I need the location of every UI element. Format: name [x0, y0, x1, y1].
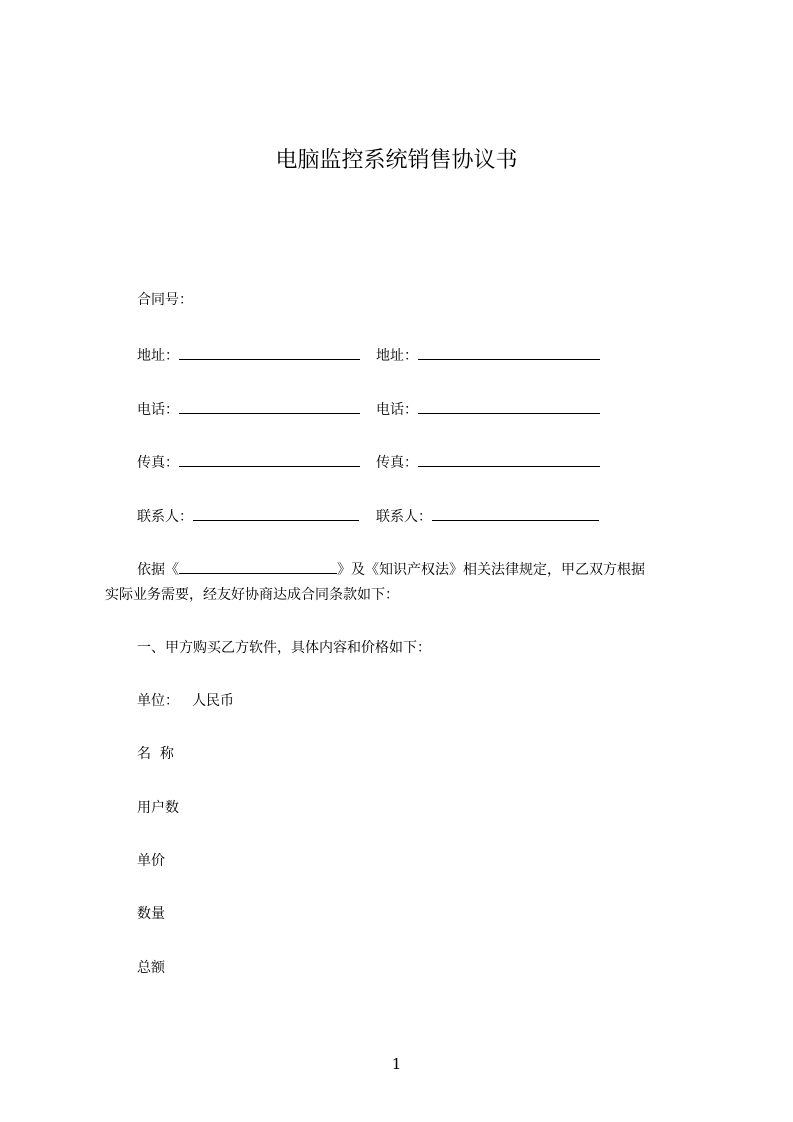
phone-line-b [376, 398, 600, 420]
document-title: 电脑监控系统销售协议书 [275, 148, 518, 173]
clause-one: 一、甲方购买乙方软件，具体内容和价格如下： [137, 640, 431, 656]
basis-paragraph-line1 [137, 558, 645, 580]
fax-line-b [376, 451, 600, 473]
unit-label: 单位： [137, 693, 179, 709]
contract-number-label: 合同号： [137, 292, 193, 308]
party-b-contact-blank[interactable] [432, 505, 599, 521]
party-a-fax-label: 传真： [137, 455, 179, 471]
item-name-label: 名 称 [137, 746, 174, 762]
party-b-contact-label: 联系人： [376, 509, 432, 525]
address-line [137, 344, 360, 366]
item-total-label: 总额 [137, 960, 165, 976]
party-b-fax-blank[interactable] [418, 451, 600, 467]
phone-line [137, 398, 360, 420]
item-users-label: 用户数 [137, 800, 179, 816]
unit-value: 人民币 [192, 693, 234, 709]
party-a-phone-label: 电话： [137, 402, 179, 418]
basis-paragraph-line2: 实际业务需要，经友好协商达成合同条款如下： [105, 587, 399, 603]
party-a-address-blank[interactable] [179, 344, 360, 360]
address-line-b [376, 344, 600, 366]
contact-line [137, 505, 359, 527]
party-b-phone-blank[interactable] [418, 398, 600, 414]
party-a-fax-blank[interactable] [179, 451, 360, 467]
party-b-address-label: 地址： [376, 348, 418, 364]
contact-line-b [376, 505, 599, 527]
party-a-address-label: 地址： [137, 348, 179, 364]
party-b-phone-label: 电话： [376, 402, 418, 418]
item-price-label: 单价 [137, 853, 165, 869]
party-a-contact-blank[interactable] [193, 505, 359, 521]
basis-law-blank[interactable] [179, 558, 337, 574]
basis-close-text: 》及《知识产权法》相关法律规定，甲乙双方根据 [337, 562, 645, 578]
unit-line [137, 691, 234, 711]
contract-number-line [137, 290, 193, 310]
party-a-contact-label: 联系人： [137, 509, 193, 525]
basis-open-text: 依据《 [137, 562, 179, 578]
party-b-fax-label: 传真： [376, 455, 418, 471]
party-a-phone-blank[interactable] [179, 398, 360, 414]
fax-line [137, 451, 360, 473]
item-quantity-label: 数量 [137, 906, 165, 922]
party-b-address-blank[interactable] [418, 344, 600, 360]
page-number: 1 [391, 1055, 402, 1073]
